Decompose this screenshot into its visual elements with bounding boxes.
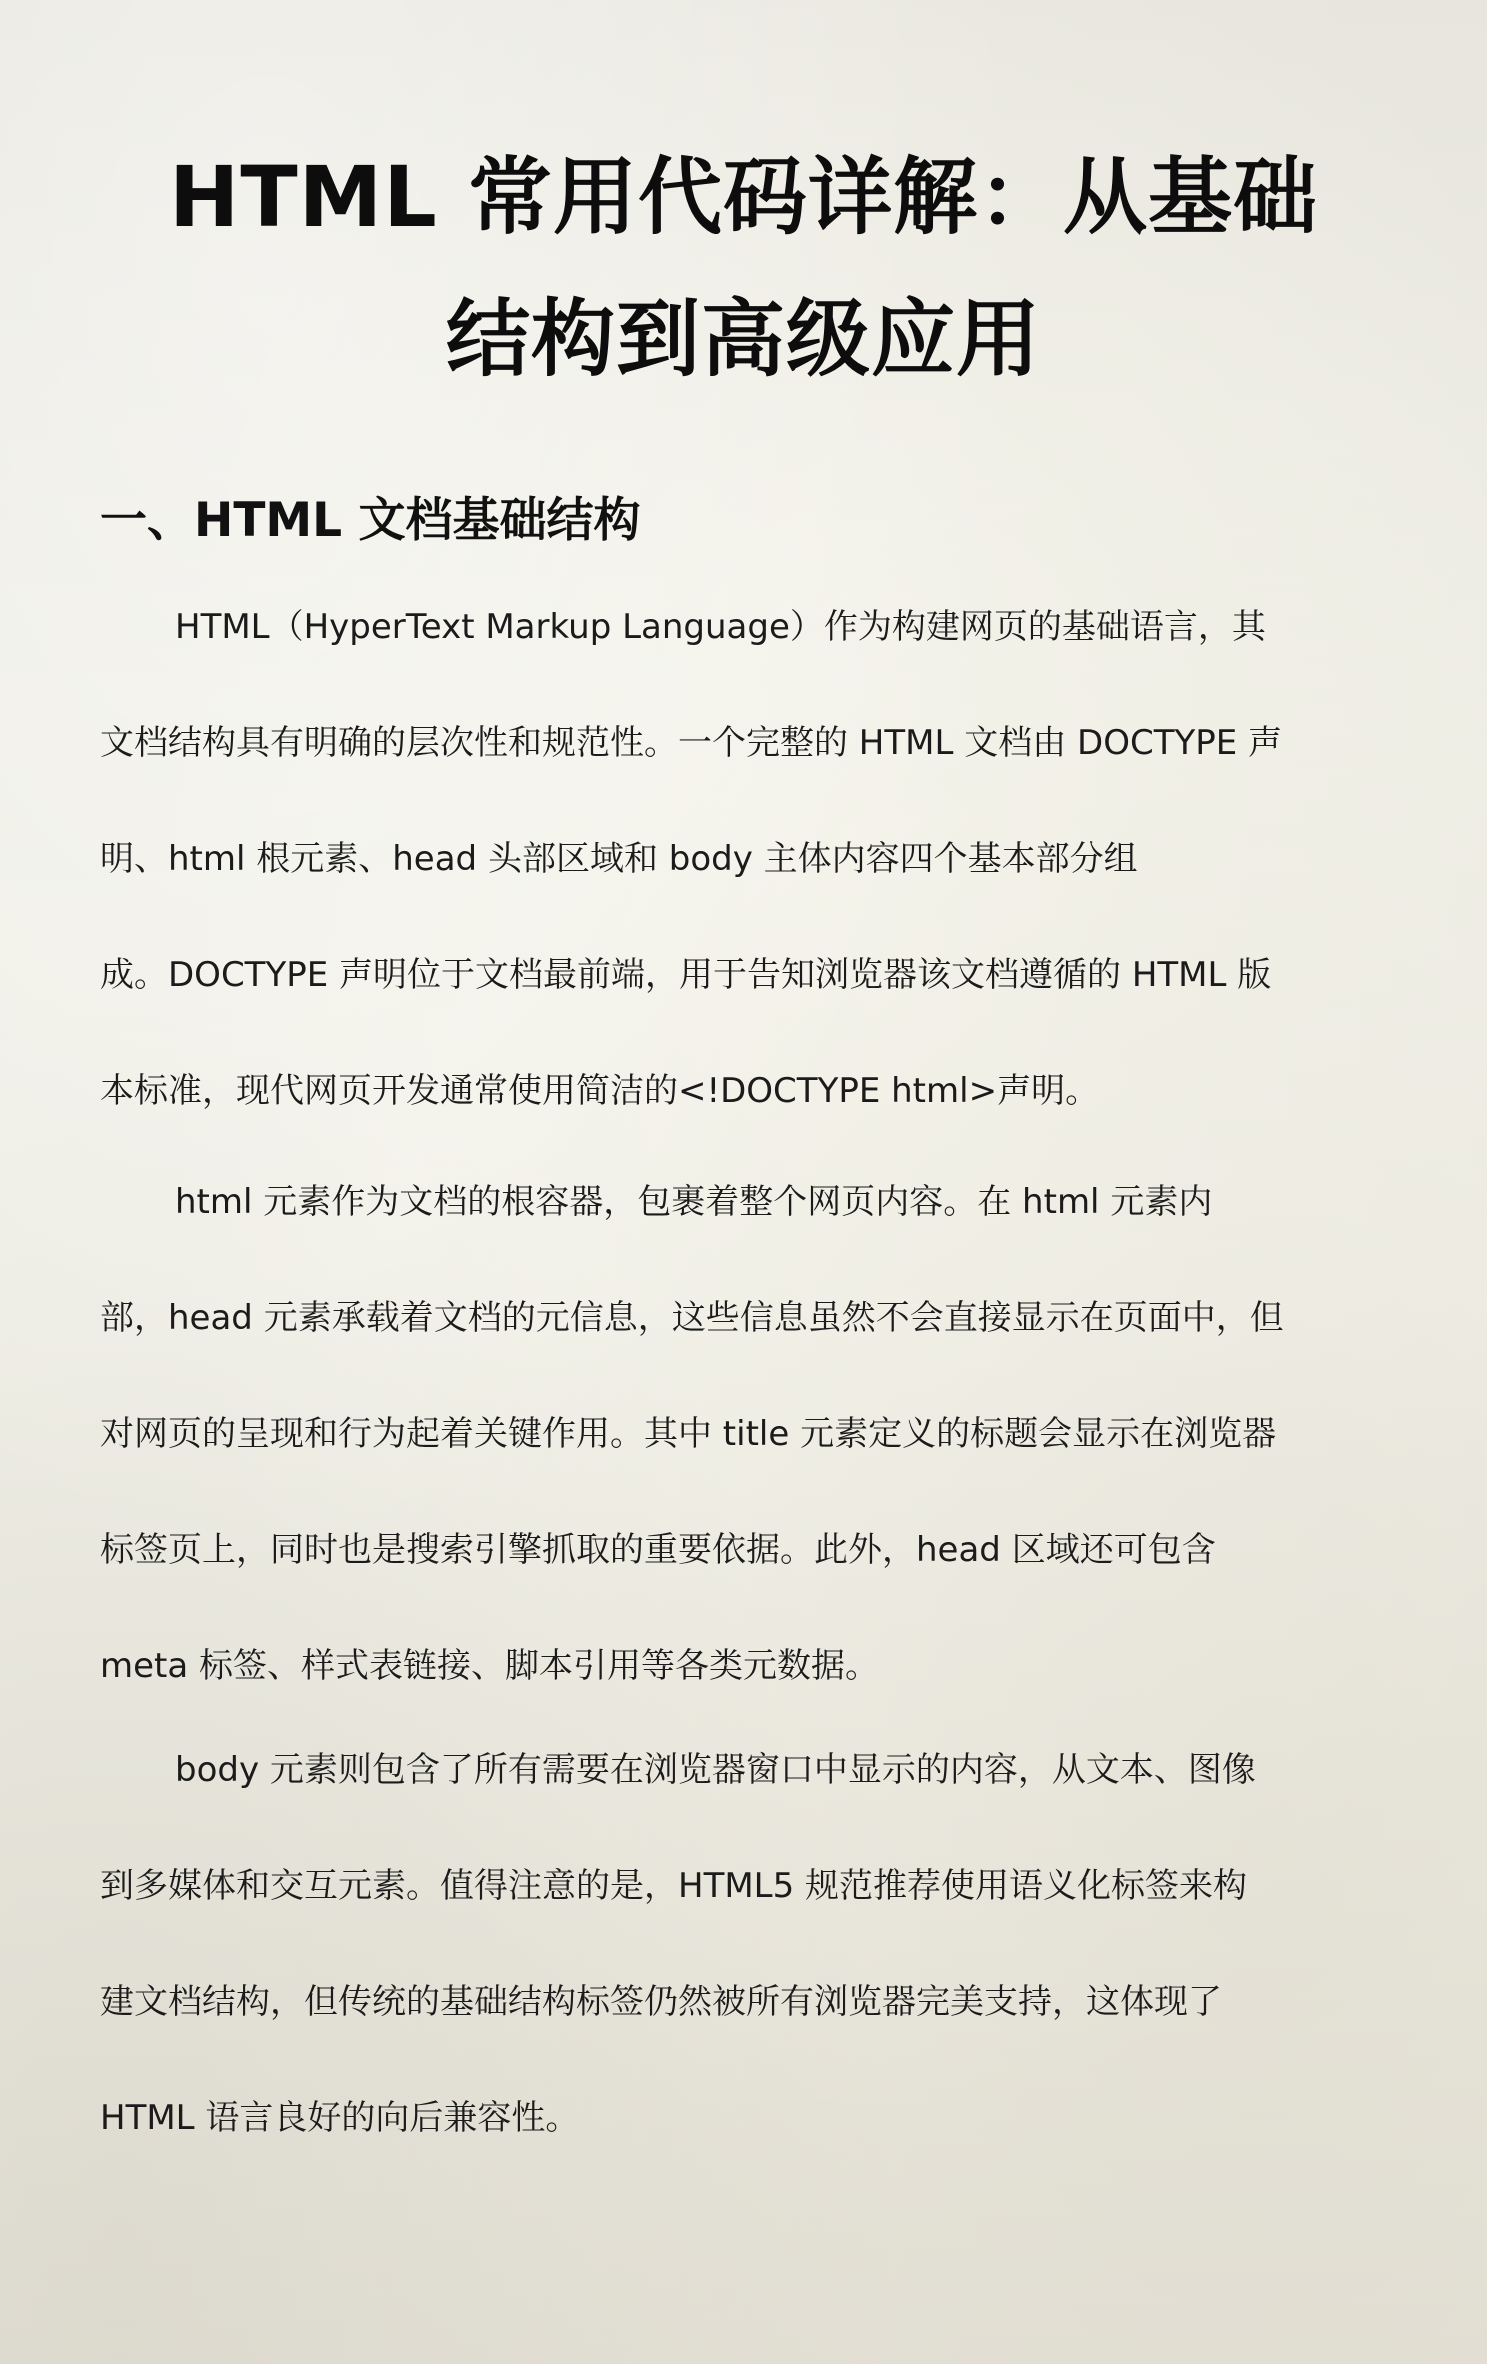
paragraph-1-line-3: 明、html 根元素、head 头部区域和 body 主体内容四个基本部分组 [100, 839, 1138, 879]
paragraph-3-line-3: 建文档结构，但传统的基础结构标签仍然被所有浏览器完美支持，这体现了 [100, 1982, 1222, 2022]
paragraph-2-line-3: 对网页的呈现和行为起着关键作用。其中 title 元素定义的标题会显示在浏览器 [100, 1414, 1277, 1454]
document-title-line-2: 结构到高级应用 [445, 290, 1041, 388]
paragraph-2-line-2: 部，head 元素承载着文档的元信息，这些信息虽然不会直接显示在页面中，但 [100, 1298, 1284, 1338]
paragraph-1-line-2: 文档结构具有明确的层次性和规范性。一个完整的 HTML 文档由 DOCTYPE 声 [100, 723, 1283, 763]
paragraph-3-line-2: 到多媒体和交互元素。值得注意的是，HTML5 规范推荐使用语义化标签来构 [100, 1866, 1248, 1906]
document-title-line-1: HTML 常用代码详解：从基础 [169, 148, 1318, 246]
paragraph-2-line-1: html 元素作为文档的根容器，包裹着整个网页内容。在 html 元素内 [175, 1182, 1213, 1222]
paragraph-1-line-4: 成。DOCTYPE 声明位于文档最前端，用于告知浏览器该文档遵循的 HTML 版 [100, 955, 1272, 995]
paragraph-1-line-5: 本标准，现代网页开发通常使用简洁的<!DOCTYPE html>声明。 [100, 1071, 1100, 1111]
paragraph-2-line-5: meta 标签、样式表链接、脚本引用等各类元数据。 [100, 1646, 880, 1686]
section-heading: 一、HTML 文档基础结构 [100, 493, 641, 548]
paragraph-3-line-4: HTML 语言良好的向后兼容性。 [100, 2098, 580, 2138]
paragraph-3-line-1: body 元素则包含了所有需要在浏览器窗口中显示的内容，从文本、图像 [175, 1750, 1256, 1790]
paragraph-2-line-4: 标签页上，同时也是搜索引擎抓取的重要依据。此外，head 区域还可包含 [100, 1530, 1216, 1570]
paragraph-1-line-1: HTML（HyperText Markup Language）作为构建网页的基础语言，其 [175, 607, 1266, 647]
